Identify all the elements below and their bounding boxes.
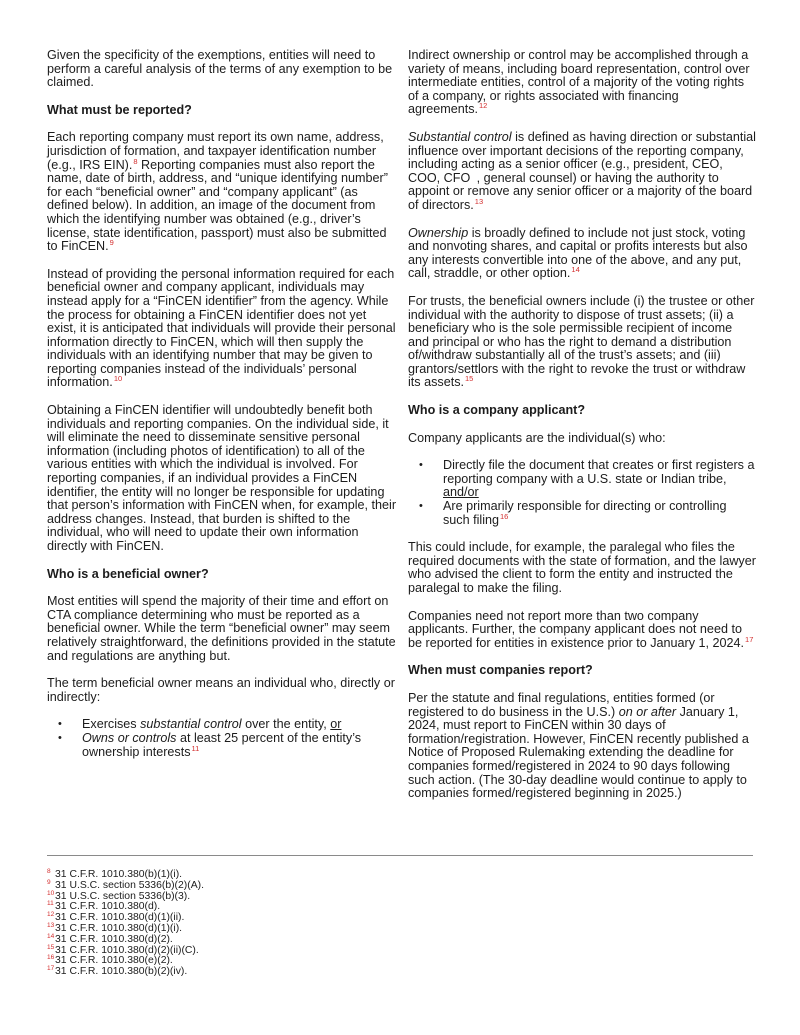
paragraph-text: Companies need not report more than two company applicants. Further, the company applicant does not need to be reported for entities in existence prior to January 1, 2024. xyxy=(408,608,745,650)
footnote-text: 31 C.F.R. 1010.380(e)(2). xyxy=(55,955,173,967)
list-item-text: at least 25 percent of the entity’s ownership interests xyxy=(82,730,362,759)
bullet-icon: • xyxy=(419,459,423,472)
footnote-text: 31 C.F.R. 1010.380(d). xyxy=(55,901,161,913)
list-item-text: over the entity, xyxy=(241,717,331,732)
substantial-control-paragraph xyxy=(408,131,756,213)
footnote-item: 1631 C.F.R. 1010.380(e)(2). xyxy=(47,954,173,967)
trusts-paragraph xyxy=(408,295,756,390)
footnote-ref[interactable]: 14 xyxy=(571,265,580,275)
footnote-ref[interactable]: 10 xyxy=(113,374,123,384)
paragraph-text: For trusts, the beneficial owners include (i) the trustee or other individual with the authority to dispose of trust assets; (ii) a beneficiary who is the sole permissible recipient of income and principal or who has the right to demand a distribution of/withdraw substantially all of the trust’s assets; and (iii) grantors/settlors with the right to revoke the trust or withdraw its assets. xyxy=(408,293,755,390)
footnote-item: 1331 C.F.R. 1010.380(d)(1)(i). xyxy=(47,921,183,934)
footnote-item: 9 31 U.S.C. section 5336(b)(2)(A). xyxy=(47,878,204,891)
list-item-text: Directly file the document that creates or first registers a reporting company with a U.S. state or Indian tribe, xyxy=(443,458,755,486)
paragraph-text: is defined as having direction or substantial influence over important decisions of the reporting company, including acting as a senior officer (e.g., president, CEO, COO, CFO , general counsel) or having the authority to appoint or remove any senior officer or a majority of the board of directors. xyxy=(408,129,756,212)
company-applicant-intro-paragraph: Company applicants are the individual(s) who: xyxy=(408,430,666,445)
paragraph-text: January 1, 2024, must report to FinCEN within 30 days of formation/registration. However, FinCEN recently published a Notice of Proposed Rulemaking extending the deadline for companies formed/registered in 2024 to 90 days following such action. (The 30-day deadline would continue to apply to companies formed/registered beginning in 2025.) xyxy=(408,704,749,801)
beneficial-owner-intro-paragraph: Most entities will spend the majority of their time and effort on CTA compliance determining who must be reported as a beneficial owner. While the term “beneficial owner” may seem relatively straightforward, the definitions provided in the statute and regulations are anything but. xyxy=(47,594,396,663)
reporting-requirements-paragraph xyxy=(47,131,397,253)
footnote-text: 31 U.S.C. section 5336(b)(3). xyxy=(55,890,191,902)
footnote-item: 8 31 C.F.R. 1010.380(b)(1)(i). xyxy=(47,868,183,880)
right-column xyxy=(408,49,756,815)
list-item xyxy=(408,500,756,527)
heading-who-is-company-applicant: Who is a company applicant? xyxy=(408,403,586,418)
ownership-paragraph xyxy=(408,227,756,281)
paragraph-text: Instead of providing the personal information required for each beneficial owner and company applicant, individuals may instead apply for a “FinCEN identifier” from the agency. While the process for obtaining a FinCEN identifier does not yet exist, it is anticipated that individuals will provide their personal information directly to FinCEN, which will then supply the individuals with an identifying number that may be given to reporting companies instead of the individuals’ personal information. xyxy=(47,266,396,390)
footnote-text: 31 C.F.R. 1010.380(b)(2)(iv). xyxy=(55,966,188,978)
paragraph-text: is broadly defined to include not just stock, voting and nonvoting shares, and capital or profits interests but also any interests convertible into one of the above, and any put, call, straddle, or other option. xyxy=(408,225,748,281)
list-item-underline: or xyxy=(330,717,342,732)
paragraph-text: Each reporting company must report its own name, address, jurisdiction of formation, and taxpayer identification number (e.g., IRS EIN). xyxy=(47,130,384,172)
term-emphasis: Substantial control xyxy=(408,129,512,144)
list-item xyxy=(408,459,756,500)
footnote-text: 31 C.F.R. 1010.380(d)(2)(ii)(C). xyxy=(55,944,199,956)
footnote-ref[interactable]: 17 xyxy=(745,634,754,644)
left-column xyxy=(47,49,397,773)
footnote-text: 31 C.F.R. 1010.380(d)(1)(i). xyxy=(55,922,183,934)
list-item xyxy=(47,718,397,732)
bullet-icon: • xyxy=(58,718,62,731)
footnote-item: 1131 C.F.R. 1010.380(d). xyxy=(47,900,161,913)
footnote-text: 31 C.F.R. 1010.380(d)(1)(ii). xyxy=(55,912,185,924)
indirect-ownership-paragraph xyxy=(408,49,756,117)
footnote-ref[interactable]: 16 xyxy=(500,511,509,521)
footnote-ref[interactable]: 8 xyxy=(133,156,138,166)
footnote-ref[interactable]: 9 xyxy=(109,238,114,248)
term-emphasis: on or after xyxy=(618,704,677,719)
applicant-limit-paragraph xyxy=(408,610,756,651)
list-item-emphasis: substantial control xyxy=(140,717,242,732)
bullet-icon: • xyxy=(419,500,423,513)
footnote-item: 1031 U.S.C. section 5336(b)(3). xyxy=(47,889,191,902)
beneficial-owner-criteria-list xyxy=(47,718,397,759)
reporting-deadline-paragraph xyxy=(408,692,756,801)
footnote-item: 1231 C.F.R. 1010.380(d)(1)(ii). xyxy=(47,911,185,924)
footnote-divider xyxy=(47,855,753,856)
fincen-identifier-paragraph xyxy=(47,268,397,390)
list-item-underline: and/or xyxy=(443,485,479,500)
heading-what-must-be-reported: What must be reported? xyxy=(47,102,192,117)
paragraph-text: Per the statute and final regulations, entities formed (or registered to do business in the U.S.) xyxy=(408,690,715,719)
footnotes xyxy=(47,870,753,978)
list-item-text: Are primarily responsible for directing or controlling such filing xyxy=(443,499,727,527)
intro-paragraph: Given the specificity of the exemptions, entities will need to perform a careful analysis of the terms of any exemption to be claimed. xyxy=(47,48,393,90)
footnote-item: 1531 C.F.R. 1010.380(d)(2)(ii)(C). xyxy=(47,943,199,956)
footnote-ref[interactable]: 13 xyxy=(474,196,484,206)
paragraph-text: Reporting companies must also report the name, date of birth, address, and “unique identifying number” for each “beneficial owner” and “company applicant” (as defined below). In addition, an image of the document from which the identifying number was obtained (e.g., driver’s license, state identification, passport) must also be submitted to FinCEN. xyxy=(47,157,388,254)
paragraph-text: Indirect ownership or control may be accomplished through a variety of means, including board representation, control over intermediate entities, control of a majority of the voting rights of a company, or rights associated with financing agreements. xyxy=(408,48,750,117)
list-item-emphasis: Owns or controls xyxy=(82,730,177,745)
footnote-text: 31 U.S.C. section 5336(b)(2)(A). xyxy=(55,879,204,891)
footnote-ref[interactable]: 12 xyxy=(479,101,488,111)
footnote-item: 1731 C.F.R. 1010.380(b)(2)(iv). xyxy=(47,965,188,978)
company-applicant-criteria-list xyxy=(408,459,756,527)
footnote-ref[interactable]: 11 xyxy=(191,743,200,753)
term-emphasis: Ownership xyxy=(408,225,469,240)
list-item xyxy=(47,732,397,759)
footnote-text: 31 C.F.R. 1010.380(b)(1)(i). xyxy=(55,869,183,880)
list-item-text: Exercises xyxy=(82,717,141,732)
footnote-ref[interactable]: 15 xyxy=(465,374,474,384)
footnote-text: 31 C.F.R. 1010.380(d)(2). xyxy=(55,933,173,945)
heading-who-is-beneficial-owner: Who is a beneficial owner? xyxy=(47,566,209,581)
identifier-benefit-paragraph: Obtaining a FinCEN identifier will undoubtedly benefit both individuals and reporting companies. On the individual side, it will eliminate the need to disseminate sensitive personal information (including photos of identification) to all of the various entities with which the individual is involved. For reporting companies, if an individual provides a FinCEN identifier, the entity will no longer be responsible for updating that person’s information with FinCEN when, for example, their address changes. Instead, that burden is shifted to the individual, who will need to update their own information directly with FinCEN. xyxy=(47,403,397,553)
applicant-example-paragraph: This could include, for example, the paralegal who files the required documents with the state of formation, and the lawyer who advised the client to form the entity and instructed the paralegal to make the filing. xyxy=(408,540,756,595)
beneficial-owner-definition-paragraph: The term beneficial owner means an individual who, directly or indirectly: xyxy=(47,676,395,704)
footnote-item: 1431 C.F.R. 1010.380(d)(2). xyxy=(47,932,173,945)
bullet-icon: • xyxy=(58,731,62,744)
heading-when-must-companies-report: When must companies report? xyxy=(408,663,593,678)
